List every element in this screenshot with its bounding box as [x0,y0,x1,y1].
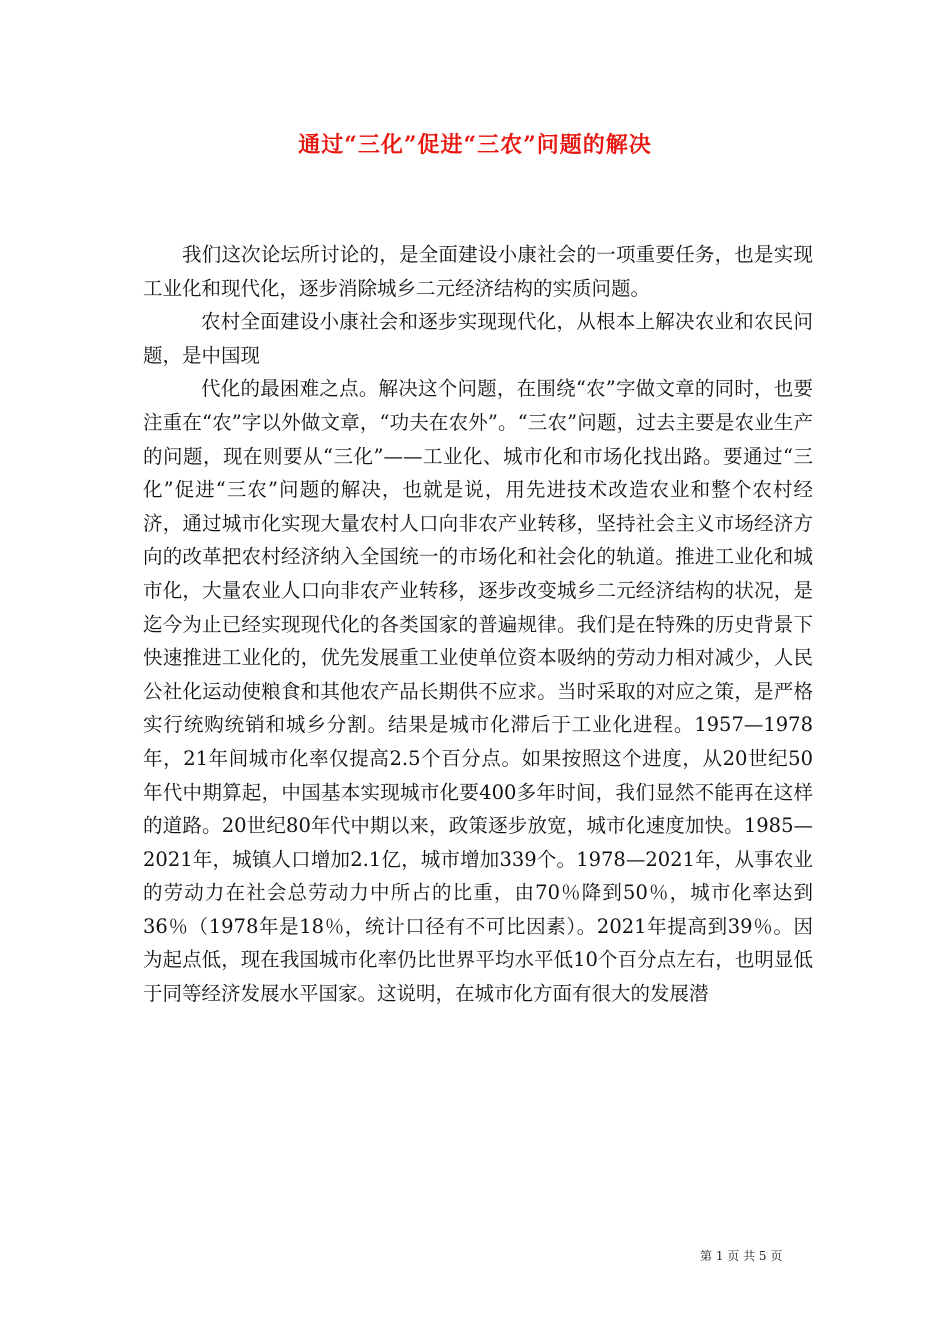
page-number-footer: 第 1 页 共 5 页 [700,1249,783,1263]
paragraph-2: 农村全面建设小康社会和逐步实现现代化，从根本上解决农业和农民问题，是中国现 [143,310,813,367]
paragraph-3: 代化的最困难之点。解决这个问题，在围绕“农”字做文章的同时，也要注重在“农”字以外做文章，“功夫在农外”。“三农”问题，过去主要是农业生产的问题，现在则要从“三化”——工业化、城市化和市场化找出路。要通过“三化”促进“三农”问题的解决，也就是说，用先进技术改造农业和整个农村经济，通过城市化实现大量农村人口向非农产业转移，坚持社会主义市场经济方向的改革把农村经济纳入全国统一的市场化和社会化的轨道。推进工业化和城市化，大量农业人口向非农产业转移，逐步改变城乡二元经济结构的状况，是迄今为止已经实现现代化的各类国家的普遍规律。我们是在特殊的历史背景下快速推进工业化的，优先发展重工业使单位资本吸纳的劳动力相对减少，人民公社化运动使粮食和其他农产品长期供不应求。当时采取的对应之策，是严格实行统购统销和城乡分割。结果是城市化滞后于工业化进程。1957—1978年，21年间城市化率仅提高2.5个百分点。如果按照这个进度，从20世纪50年代中期算起，中国基本实现城市化要400多年时间，我们显然不能再在这样的道路。20世纪80年代中期以来，政策逐步放宽，城市化速度加快。1985—2021年，城镇人口增加2.1亿，城市增加339个。1978—2021年，从事农业的劳动力在社会总劳动力中所占的比重，由70％降到50％，城市化率达到36％（1978年是18％，统计口径有不可比因素）。2021年提高到39％。因为起点低，现在我国城市化率仍比世界平均水平低10个百分点左右，也明显低于同等经济发展水平国家。这说明，在城市化方面有很大的发展潜 [143,377,813,1006]
paragraph-1: 我们这次论坛所讨论的，是全面建设小康社会的一项重要任务，也是实现工业化和现代化，逐步消除城乡二元经济结构的实质问题。 [143,243,813,300]
document-body [143,238,813,1011]
document-title: 通过“三化”促进“三农”问题的解决 [298,132,652,158]
